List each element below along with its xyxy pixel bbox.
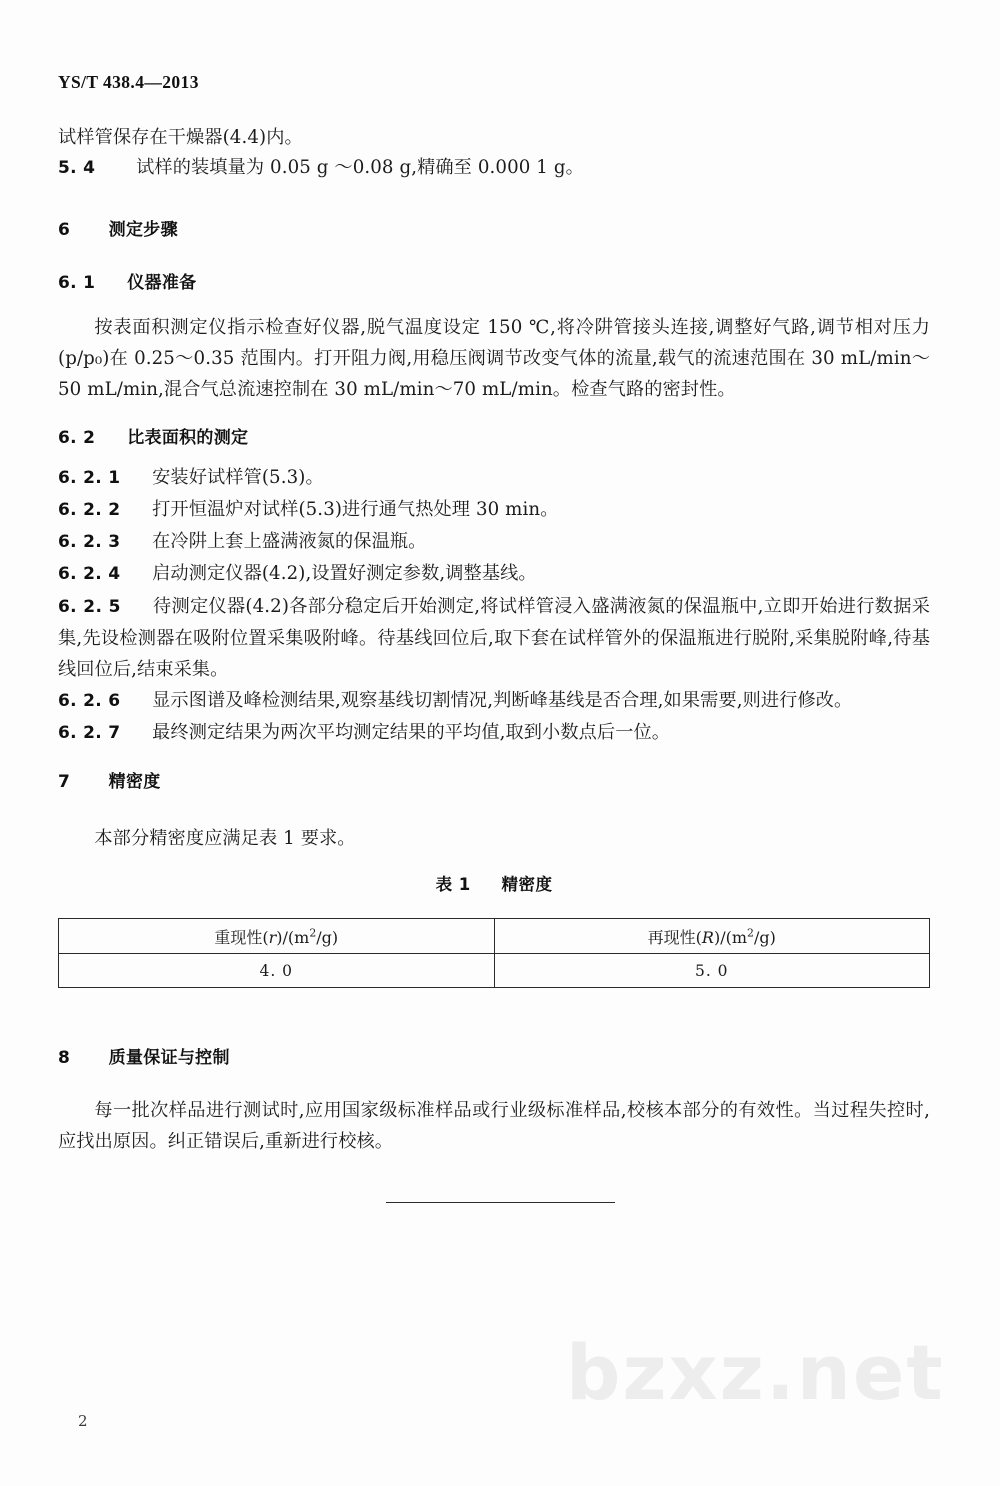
clause-7-paragraph: 本部分精密度应满足表 1 要求。 [94, 828, 356, 849]
clause-6-1-heading [58, 268, 196, 293]
header-r-prefix: 重现性( [214, 927, 269, 947]
page-number: 2 [78, 1412, 88, 1430]
table-row [59, 954, 930, 988]
header-r-unit-tail: /g) [316, 927, 339, 947]
clause-6-2-2-number: 6. 2. 2 [58, 500, 121, 520]
clause-7-heading [58, 767, 161, 792]
clause-6-2-6-text: 显示图谱及峰检测结果,观察基线切割情况,判断峰基线是否合理,如果需要,则进行修改。 [152, 690, 853, 711]
precision-table [58, 918, 930, 988]
clause-6-title: 测定步骤 [108, 220, 178, 240]
clause-8-heading [58, 1043, 230, 1068]
clause-5-4-text: 试样的装填量为 0.05 g ～0.08 g,精确至 0.000 1 g。 [136, 157, 584, 178]
clause-6-2-2 [58, 495, 930, 525]
clause-6-2-1-text: 安装好试样管(5.3)。 [152, 467, 324, 488]
cell-reproducibility-value: 5. 0 [494, 954, 930, 988]
header-r-exponent: 2 [309, 926, 317, 940]
header-R-exponent: 2 [747, 926, 754, 940]
clause-6-2-5-number: 6. 2. 5 [58, 597, 121, 617]
clause-6-1-number: 6. 1 [58, 273, 96, 293]
header-R-suffix: )/(m [713, 927, 748, 947]
clause-7-title: 精密度 [108, 772, 161, 792]
table-1-caption [58, 871, 930, 895]
clause-6-2-7-text: 最终测定结果为两次平均测定结果的平均值,取到小数点后一位。 [152, 722, 671, 743]
clause-6-2-7 [58, 718, 930, 748]
clause-6-2-6 [58, 686, 930, 716]
table-header-reproducibility [494, 919, 930, 954]
clause-6-2-heading [58, 423, 248, 448]
clause-6-2-4 [58, 559, 930, 589]
clause-8-number: 8 [58, 1048, 71, 1068]
clause-6-2-number: 6. 2 [58, 428, 96, 448]
clause-6-2-5 [58, 591, 930, 685]
clause-6-2-1 [58, 463, 930, 493]
clause-8-title: 质量保证与控制 [108, 1048, 230, 1068]
table-header-repeatability [59, 919, 495, 954]
clause-6-2-title: 比表面积的测定 [127, 428, 249, 448]
table-1-title: 精密度 [501, 875, 553, 894]
clause-5-3-continuation: 试样管保存在干燥器(4.4)内。 [58, 127, 303, 148]
table-header-row [59, 919, 930, 954]
clause-6-2-3-text: 在冷阱上套上盛满液氮的保温瓶。 [152, 531, 427, 552]
site-watermark: bzxz.net [566, 1328, 945, 1417]
clause-6-2-3-number: 6. 2. 3 [58, 532, 121, 552]
clause-6-number: 6 [58, 220, 71, 240]
header-R-unit-tail: /g) [753, 927, 776, 947]
cell-repeatability-value: 4. 0 [59, 954, 495, 988]
clause-6-1-paragraph: 按表面积测定仪指示检查好仪器,脱气温度设定 150 ℃,将冷阱管接头连接,调整好气路,调节相对压力(p/p₀)在 0.25～0.35 范围内。打开阻力阀,用稳压阀调节改变气体的流量,载气的流速范围在 30 mL/min～50 mL/min,混合气总流速控制在 30 mL/min～70 mL/min。检查气路的密封性。 [58, 317, 930, 400]
clause-6-2-1-number: 6. 2. 1 [58, 468, 121, 488]
clause-6-2-4-text: 启动测定仪器(4.2),设置好测定参数,调整基线。 [152, 563, 537, 584]
clause-6-2-4-number: 6. 2. 4 [58, 564, 121, 584]
clause-5-4 [58, 152, 930, 184]
clause-6-2-2-text: 打开恒温炉对试样(5.3)进行通气热处理 30 min。 [152, 499, 559, 520]
table-1-label: 表 1 [435, 875, 471, 894]
clause-6-2-6-number: 6. 2. 6 [58, 691, 121, 711]
clause-7-number: 7 [58, 772, 71, 792]
clause-5-4-number: 5. 4 [58, 158, 96, 178]
header-r-suffix: )/(m [276, 927, 310, 947]
clause-8-paragraph: 每一批次样品进行测试时,应用国家级标准样品或行业级标准样品,校核本部分的有效性。当过程失控时,应找出原因。纠正错误后,重新进行校核。 [58, 1100, 930, 1152]
header-R-symbol: R [701, 927, 714, 947]
clause-6-1-title: 仪器准备 [127, 273, 197, 293]
clause-6-2-3 [58, 527, 930, 557]
header-R-prefix: 再现性( [647, 927, 702, 947]
running-head-standard-number: YS/T 438.4—2013 [58, 72, 199, 92]
clause-6-2-5-text: 待测定仪器(4.2)各部分稳定后开始测定,将试样管浸入盛满液氮的保温瓶中,立即开始进行数据采集,先设检测器在吸附位置采集吸附峰。待基线回位后,取下套在试样管外的保温瓶进行脱附,采集脱附峰,待基线回位后,结束采集。 [58, 596, 931, 680]
clause-6-heading [58, 215, 178, 240]
header-r-symbol: r [268, 927, 277, 947]
clause-6-2-7-number: 6. 2. 7 [58, 723, 121, 743]
end-of-section-rule [386, 1202, 615, 1203]
